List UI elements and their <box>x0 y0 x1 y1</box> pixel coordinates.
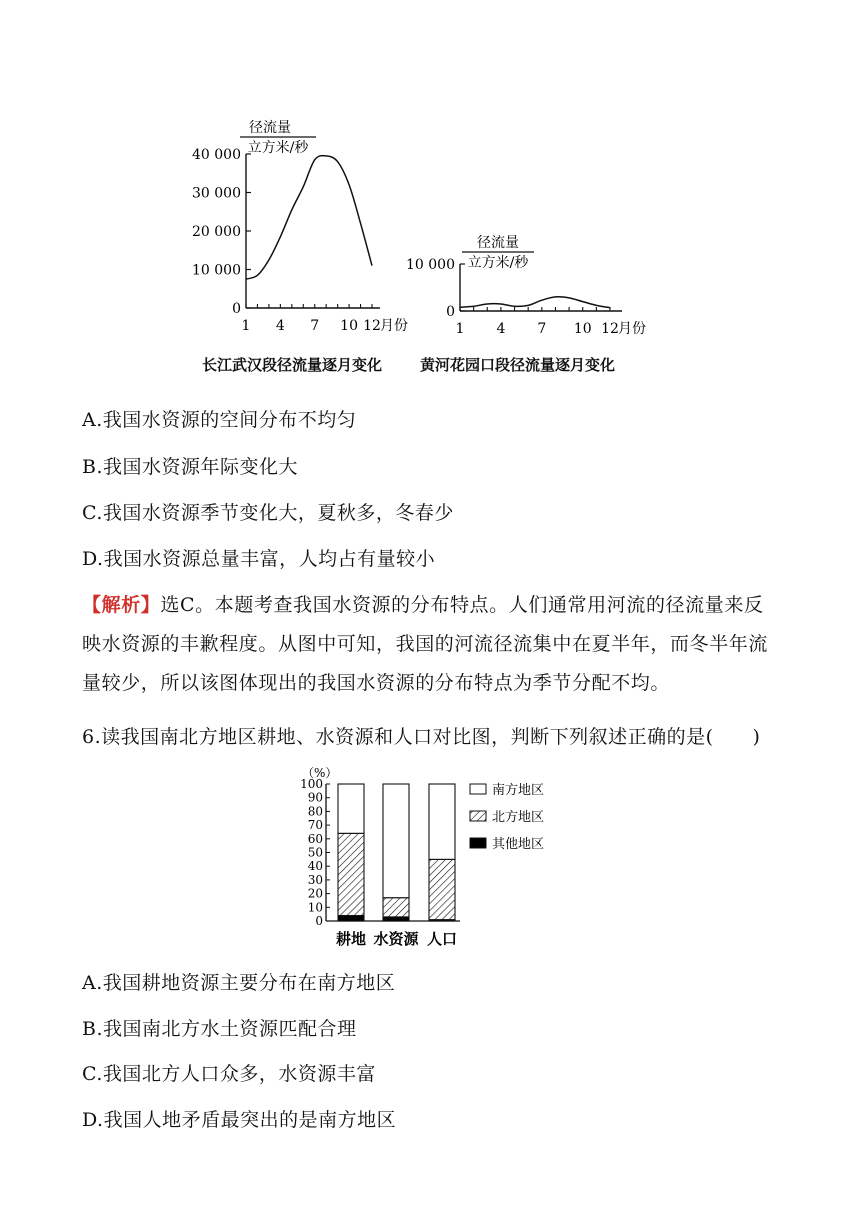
legend-label: 北方地区 <box>492 810 545 825</box>
analysis-paragraph <box>82 586 782 703</box>
yellow-xtick-label: 4 <box>496 321 506 337</box>
bar-ytick-label: 30 <box>307 872 323 887</box>
yangtze-xtick-label: 12 <box>363 318 381 334</box>
bar-segment <box>383 917 409 921</box>
yangtze-ytick-label: 20 000 <box>192 224 241 240</box>
bar-ytick-label: 70 <box>307 818 323 833</box>
yangtze-axes <box>192 147 408 334</box>
yellow-ylabel-top: 径流量 <box>477 235 519 251</box>
q6-option-b: B.我国南北方水土资源匹配合理 <box>82 1018 357 1040</box>
yangtze-ylabel-top: 径流量 <box>249 120 291 136</box>
yangtze-ytick-label: 0 <box>232 301 241 317</box>
yellow-xtick-label: 10 <box>573 321 592 337</box>
bar-ytick-label: 20 <box>307 886 323 901</box>
bar-segment <box>338 833 364 915</box>
q5-option-d: D.我国水资源总量丰富，人均占有量较小 <box>82 548 436 570</box>
yangtze-ylabel-bottom: 立方米/秒 <box>247 140 309 156</box>
q6-option-d: D.我国人地矛盾最突出的是南方地区 <box>82 1109 397 1131</box>
bar-yunit-label: （%） <box>302 766 338 780</box>
resource-comparison-chart <box>290 760 580 955</box>
legend-swatch <box>470 811 486 821</box>
yellow-ytick-label: 10 000 <box>406 257 455 273</box>
q5-option-c: C.我国水资源季节变化大，夏秋多，冬春少 <box>82 502 454 524</box>
bar-segment <box>429 784 455 859</box>
yangtze-ytick-label: 40 000 <box>192 147 241 163</box>
bar-ytick-label: 40 <box>307 859 323 874</box>
yangtze-xtick-label: 1 <box>241 318 251 334</box>
yangtze-ytick-label: 10 000 <box>192 262 241 279</box>
yellow-xtick-label: 7 <box>537 321 547 337</box>
yangtze-chart-title: 长江武汉段径流量逐月变化 <box>202 356 383 374</box>
bar-ytick-label: 100 <box>300 777 323 791</box>
bar-category-label: 耕地 <box>335 930 367 948</box>
bar-category-label: 人口 <box>426 930 458 948</box>
bar-ytick-label: 0 <box>315 914 323 928</box>
bar-ytick-label: 80 <box>307 804 323 819</box>
yellow-ylabel-bottom: 立方米/秒 <box>467 255 529 271</box>
bar-segment <box>338 784 364 833</box>
bar-chart-body <box>300 777 544 948</box>
yangtze-xtick-label: 4 <box>275 318 285 334</box>
legend-swatch <box>470 838 486 848</box>
yellow-xtick-label: 12 <box>601 321 619 337</box>
yangtze-ytick-label: 30 000 <box>192 185 241 202</box>
legend-label: 其他地区 <box>492 837 545 852</box>
analysis-tag: 【解析】 <box>82 594 161 616</box>
bar-ytick-label: 50 <box>307 845 323 860</box>
bar-segment <box>338 916 364 921</box>
yangtze-xtick-label: 10 <box>340 318 359 334</box>
bar-ytick-label: 10 <box>307 900 323 915</box>
yellow-ytick-label: 0 <box>446 304 455 320</box>
yangtze-series-line <box>246 156 372 279</box>
q5-option-b: B.我国水资源年际变化大 <box>82 456 299 478</box>
bar-category-label: 水资源 <box>373 930 419 948</box>
q5-option-a: A.我国水资源的空间分布不均匀 <box>82 409 357 431</box>
q6-option-c: C.我国北方人口众多，水资源丰富 <box>82 1063 376 1085</box>
legend-label: 南方地区 <box>492 783 545 798</box>
yangtze-xtick-label: 7 <box>310 318 320 334</box>
bar-segment <box>429 859 455 919</box>
bar-segment <box>383 898 409 917</box>
yellow-series-line <box>460 297 610 308</box>
yellow-river-runoff-chart <box>400 225 670 340</box>
q6-stem: 6.读我国南北方地区耕地、水资源和人口对比图，判断下列叙述正确的是( ) <box>82 726 761 748</box>
yellow-xunit-label: 月份 <box>618 321 646 337</box>
yellow-xtick-label: 1 <box>455 321 465 337</box>
yangtze-xunit-label: 月份 <box>380 318 408 334</box>
bar-ytick-label: 60 <box>307 831 323 846</box>
q6-option-a: A.我国耕地资源主要分布在南方地区 <box>82 972 396 994</box>
analysis-text: 选C。本题考查我国水资源的分布特点。人们通常用河流的径流量来反映水资源的丰歉程度。从图中可知，我国的河流径流集中在夏半年，而冬半年流量较少，所以该图体现出的我国水资源的分布特点为季节分配不均。 <box>82 594 769 694</box>
legend-swatch <box>470 784 486 794</box>
bar-segment <box>383 784 409 898</box>
bar-ytick-label: 90 <box>307 790 323 805</box>
yellow-chart-title: 黄河花园口段径流量逐月变化 <box>420 356 616 374</box>
